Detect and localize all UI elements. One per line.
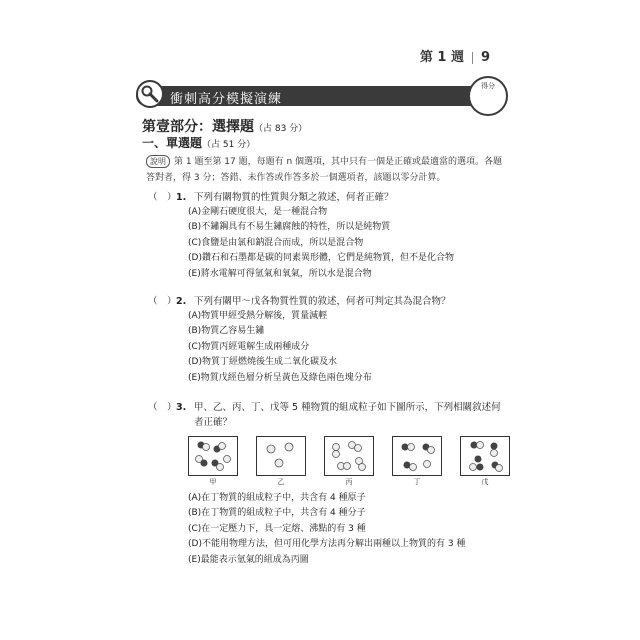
particle-box-ding	[392, 436, 442, 487]
question-3	[148, 400, 508, 568]
section-banner	[136, 84, 508, 108]
page-number: 9	[480, 50, 490, 65]
particle-label: 戊	[481, 478, 489, 486]
options-list	[188, 205, 508, 282]
option-b[interactable]: (B)在丁物質的組成粒子中，共含有 4 種分子	[188, 508, 366, 519]
option-e[interactable]: (E)將水電解可得氫氣和氧氣，所以水是混合物	[188, 268, 372, 279]
option-e[interactable]: (E)最能表示氫氣的組成為丙圖	[188, 554, 309, 565]
options-list	[188, 491, 508, 568]
instructions-text: 第 1 題至第 17 題，每題有 n 個選項，其中只有一個是正確或最適當的選項。各題答對者，得 3 分；答錯、未作答或作答多於一個選項者，該題以零分計算。	[146, 157, 503, 183]
section-title-points: （占 51 分）	[202, 140, 256, 150]
wrench-icon	[136, 80, 164, 108]
option-c[interactable]: (C)物質丙經電解生成兩種成分	[188, 341, 310, 352]
option-a[interactable]: (A)在丁物質的組成粒子中，共含有 4 種原子	[188, 493, 366, 503]
option-e[interactable]: (E)物質戊經色層分析呈黃色及綠色兩色塊分布	[188, 372, 372, 383]
particle-label: 丁	[413, 478, 421, 486]
part-title	[142, 116, 307, 136]
option-b[interactable]: (B)物質乙容易生鏽	[188, 326, 265, 337]
particle-box-wu	[460, 436, 510, 487]
instructions	[146, 154, 506, 186]
option-d[interactable]: (D)鑽石和石墨都是碳的同素異形體，它們是純物質，但不是化合物	[188, 253, 454, 264]
instructions-tag: 說明	[146, 155, 170, 168]
answer-blank[interactable]: （ ）	[148, 192, 177, 203]
particle-label: 乙	[277, 478, 285, 486]
question-1	[148, 190, 508, 282]
banner-title: 衝刺高分模擬演練	[170, 92, 283, 107]
week-label: 第 1 週	[419, 50, 464, 65]
question-2	[148, 294, 508, 386]
score-circle	[468, 76, 508, 116]
score-label: 得分	[481, 82, 495, 90]
question-stem: 下列有關物質的性質與分類之敘述，何者正確？	[194, 192, 394, 203]
section-title	[142, 134, 255, 151]
option-d[interactable]: (D)不能用物理方法，但可用化學方法再分解出兩種以上物質的有 3 種	[188, 539, 466, 550]
particle-box-yi	[256, 436, 306, 487]
particle-box-jia	[188, 436, 238, 487]
option-d[interactable]: (D)物質丁經燃燒後生成二氧化碳及水	[188, 357, 337, 368]
options-list	[188, 309, 508, 386]
option-c[interactable]: (C)食鹽是由氯和鈉混合而成，所以是混合物	[188, 237, 364, 248]
page-header	[420, 46, 490, 65]
question-number: 1.	[176, 192, 187, 203]
part-title-points: （占 83 分）	[254, 124, 308, 134]
section-title-text: 一、單選題	[142, 136, 203, 150]
option-c[interactable]: (C)在一定壓力下，具一定熔、沸點的有 3 種	[188, 523, 366, 534]
part-title-text: 第壹部分：選擇題	[142, 119, 254, 135]
particle-figure	[188, 436, 508, 487]
question-number: 3.	[176, 402, 187, 413]
particle-label: 甲	[209, 478, 217, 486]
option-b[interactable]: (B)不鏽鋼具有不易生鏽腐蝕的特性，所以是純物質	[188, 222, 391, 233]
question-stem: 下列有關甲～戊各物質性質的敘述，何者可判定其為混合物？	[194, 296, 451, 307]
particle-label: 丙	[345, 478, 353, 486]
header-divider	[472, 52, 473, 64]
question-number: 2.	[176, 296, 187, 307]
question-stem: 甲、乙、丙、丁、戊等 5 種物質的組成粒子如下圖所示，下列相關敘述何者正確？	[194, 402, 501, 428]
particle-box-bing	[324, 436, 374, 487]
option-a[interactable]: (A)物質甲經受熱分解後，質量減輕	[188, 311, 328, 321]
answer-blank[interactable]: （ ）	[148, 296, 177, 307]
option-a[interactable]: (A)金剛石硬度很大，是一種混合物	[188, 207, 328, 217]
answer-blank[interactable]: （ ）	[148, 402, 177, 413]
